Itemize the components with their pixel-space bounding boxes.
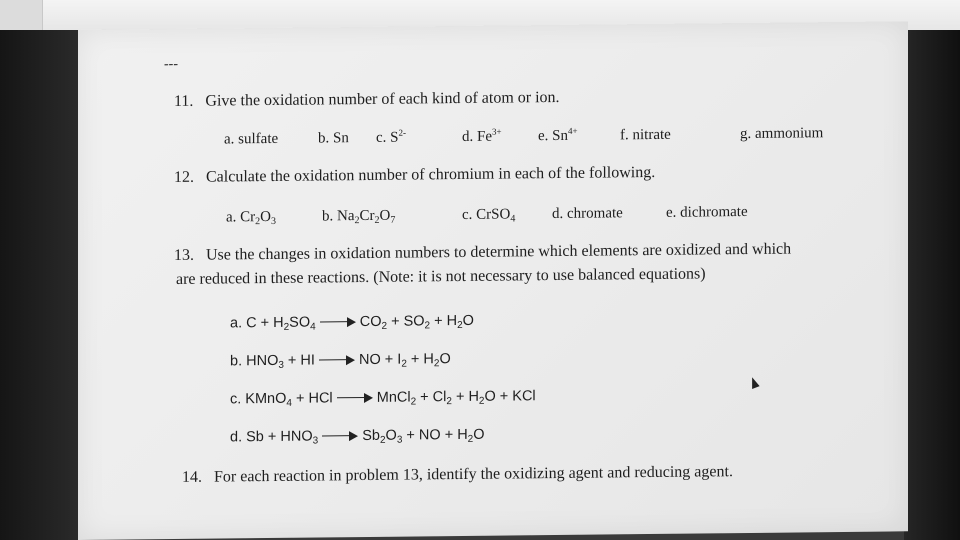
q11-heading [174, 89, 560, 111]
mouse-cursor-icon [748, 376, 759, 389]
reaction-b: b. $HNO_3$ + HI NO + $I_2 + H_2O$ [230, 351, 451, 371]
reaction-a: a. $C + H_2SO_4$ $CO_2 + SO_2 + H_2O$ [230, 312, 474, 333]
q13-number: 13. [174, 246, 194, 264]
q12-option-b: b. $Na_2Cr_2O_7$ [322, 207, 396, 227]
q11-option-e: e. $Sn^{4+}$ [538, 125, 578, 145]
reaction-arrow-icon [322, 431, 358, 441]
q12-option-d: d. chromate [552, 205, 623, 223]
q11-option-f: f. nitrate [620, 126, 671, 144]
monitor-left-bezel [0, 30, 78, 540]
q11-option-g: g. ammonium [740, 125, 824, 143]
document-screen [78, 21, 908, 540]
q13-text-line1: Use the changes in oxidation numbers to determine which elements are oxidized and which [206, 240, 792, 264]
q12-heading [174, 164, 655, 187]
reaction-d: d. $Sb + HNO_3$ $Sb_2O_3$ + NO + $H_2O$ [230, 426, 485, 447]
q12-number: 12. [174, 168, 194, 186]
reaction-arrow-icon [337, 393, 373, 403]
reaction-arrow-icon [320, 317, 356, 327]
separator: --- [164, 56, 178, 73]
q14-text: For each reaction in problem 13, identify the oxidizing agent and reducing agent. [214, 463, 733, 486]
reaction-arrow-icon [319, 355, 355, 365]
q11-option-a: a. sulfate [224, 130, 279, 148]
q11-number: 11. [174, 92, 194, 110]
q13-text-line2: are reduced in these reactions. (Note: it is not necessary to use balanced equations) [176, 265, 706, 288]
q14-heading [182, 463, 733, 487]
q11-option-c: c. $S^{2-}$ [376, 127, 406, 146]
q12-option-c: c. CrSO$_4$ [462, 206, 516, 225]
q11-option-d: d. $Fe^{3+}$ [462, 126, 502, 145]
monitor-right-bezel [904, 30, 960, 540]
q12-text: Calculate the oxidation number of chromium in each of the following. [206, 163, 656, 186]
q12-option-e: e. dichromate [666, 203, 748, 221]
q14-number: 14. [182, 468, 202, 486]
document-content [78, 21, 908, 540]
q11-text: Give the oxidation number of each kind of atom or ion. [205, 88, 560, 110]
q12-option-a: a. $Cr_2O_3$ [226, 208, 277, 228]
q13-heading-line1 [174, 241, 791, 265]
reaction-c: c. KMnO$_4$ + HCl MnCl$_2$ + $Cl_2 + H_2O$ + KCl [230, 388, 536, 409]
q11-option-b: b. Sn [318, 130, 349, 147]
